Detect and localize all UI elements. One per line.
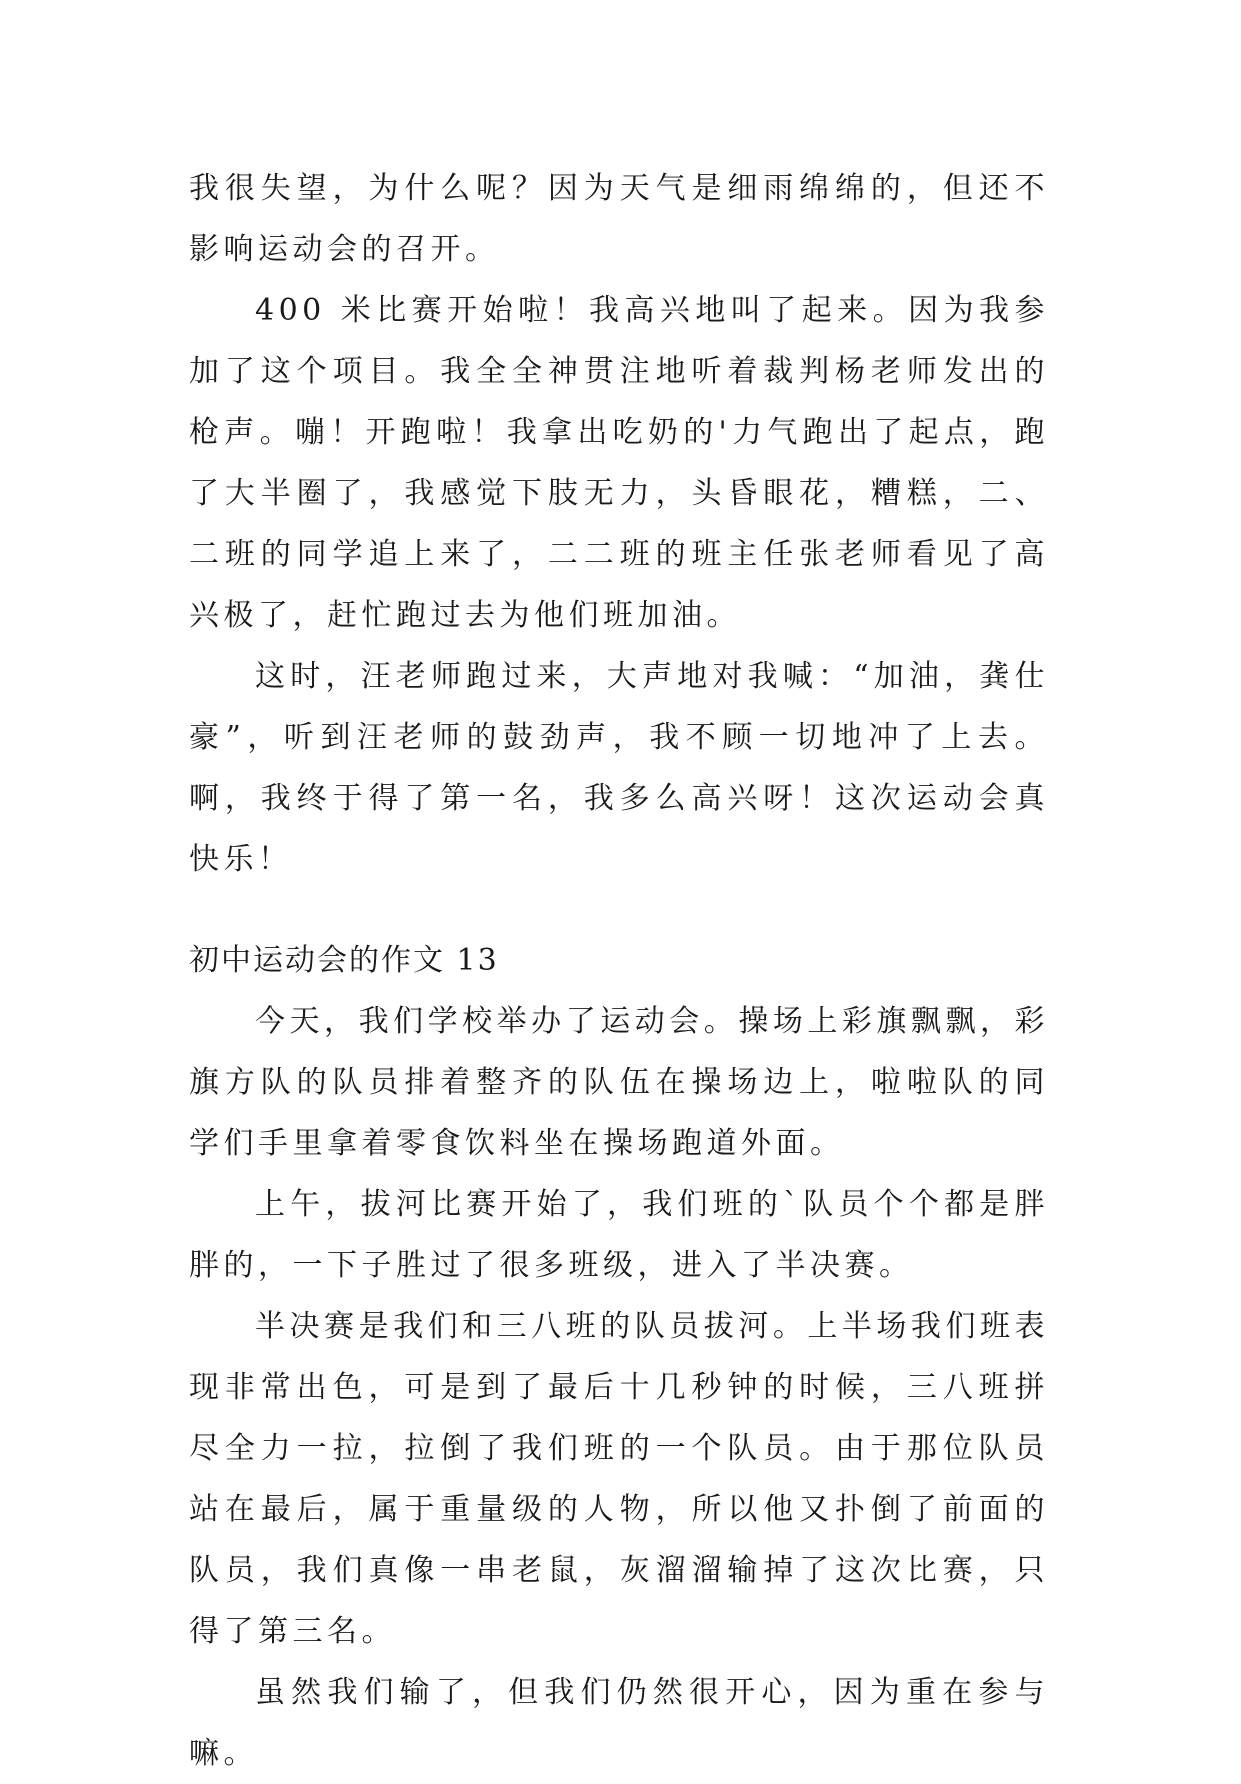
paragraph-tug-of-war-start: 上午，拔河比赛开始了，我们班的`队员个个都是胖胖的，一下子胜过了很多班级，进入了半决赛。 bbox=[189, 1187, 1049, 1283]
paragraph-semifinal: 半决赛是我们和三八班的队员拔河。上半场我们班表现非常出色，可是到了最后十几秒钟的时候，三八班拼尽全力一拉，拉倒了我们班的一个队员。由于那位队员站在最后，属于重量级的人物，所以他又扑倒了前面的队员，我们真像一串老鼠，灰溜溜输掉了这次比赛，只得了第三名。 bbox=[189, 1309, 1049, 1649]
paragraph-sports-meet-opening: 今天，我们学校举办了运动会。操场上彩旗飘飘，彩旗方队的队员排着整齐的队伍在操场边上，啦啦队的同学们手里拿着零食饮料坐在操场跑道外面。 bbox=[189, 1004, 1049, 1161]
paragraph-400m-race: 400 米比赛开始啦！我高兴地叫了起来。因为我参加了这个项目。我全全神贯注地听着裁判杨老师发出的枪声。嘣！开跑啦！我拿出吃奶的'力气跑出了起点，跑了大半圈了，我感觉下肢无力，头昏眼花，糟糕，二、二班的同学追上来了，二二班的班主任张老师看见了高兴极了，赶忙跑过去为他们班加油。 bbox=[189, 293, 1049, 633]
paragraph-continued: 我很失望，为什么呢？因为天气是细雨绵绵的，但还不影响运动会的召开。 bbox=[189, 171, 1049, 267]
document-body bbox=[189, 158, 1049, 1784]
essay-heading: 初中运动会的作文 13 bbox=[189, 943, 499, 978]
paragraph-conclusion: 虽然我们输了，但我们仍然很开心，因为重在参与嘛。 bbox=[189, 1675, 1049, 1771]
paragraph-first-place: 这时，汪老师跑过来，大声地对我喊：“加油，龚仕豪”，听到汪老师的鼓劲声，我不顾一切地冲了上去。啊，我终于得了第一名，我多么高兴呀！这次运动会真快乐！ bbox=[189, 659, 1049, 877]
